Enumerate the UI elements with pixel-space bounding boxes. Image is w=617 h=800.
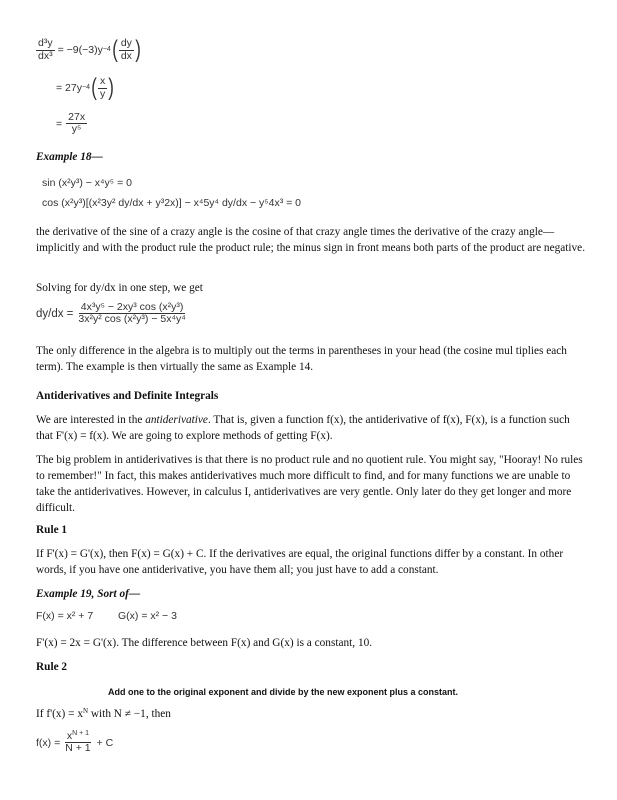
equals-sign: = xyxy=(56,117,63,130)
fraction-denominator: 3x²y² cos (x²y³) − 5x⁴y⁴ xyxy=(78,313,186,326)
deriv-expression: = 27y xyxy=(56,82,82,94)
fraction-numerator: dy xyxy=(120,37,132,50)
example-19-paragraph: F'(x) = 2x = G'(x). The difference between F(x) and G(x) is a constant, 10. xyxy=(36,637,373,649)
example-18-paragraph-2: Solving for dy/dx in one step, we get xyxy=(36,282,203,294)
base: x xyxy=(66,730,73,742)
dy-dx-fraction xyxy=(119,38,134,61)
fraction-numerator: x xyxy=(99,75,106,88)
fraction-denominator: dx³ xyxy=(38,49,53,62)
result-lhs: dy/dx = xyxy=(36,307,74,320)
exponent: N + 1 xyxy=(72,730,89,737)
antiderivatives-paragraph-1 xyxy=(36,412,586,444)
deriv-expression: = −9(−3)y xyxy=(57,44,103,56)
section-heading-antiderivatives: Antiderivatives and Definite Integrals xyxy=(36,390,219,402)
fraction-denominator: N + 1 xyxy=(65,742,91,755)
rule-2-result xyxy=(36,731,113,754)
exponent: N xyxy=(83,707,89,715)
example-18-paragraph-1: the derivative of the sine of a crazy angle is the cosine of that crazy angle times the derivative of the crazy angle— implicitly and with the product rule the product rule; the minus sign in front means both parts of the product are negative. xyxy=(36,226,586,254)
rule-2-condition xyxy=(36,708,171,720)
example-18-title: Example 18— xyxy=(36,151,103,163)
x-y-fraction xyxy=(98,76,107,99)
emphasis-antiderivative: antiderivative xyxy=(145,414,208,426)
example-18-equation-2: cos (x²y³)[(x²3y² dy/dx + y³2x)] − x⁴5y⁴ dy/dx − y⁵4x³ = 0 xyxy=(42,197,302,209)
text-span: with N ≠ −1, then xyxy=(88,708,171,720)
fraction-numerator: 4x³y⁵ − 2xy³ cos (x²y³) xyxy=(80,301,184,313)
rule-1-heading: Rule 1 xyxy=(36,524,68,536)
deriv-line-1: $\frac{\text{d³y}}{\text{dx³}}$ = −9(−3)y −4 ( $\frac{dy}{dx}$ ) xyxy=(38,36,141,63)
example-19-title: Example 19, Sort of— xyxy=(36,588,141,600)
d3y-dx3-fraction xyxy=(36,38,55,61)
rule-2-fraction xyxy=(63,731,92,754)
fraction-numerator: 27x xyxy=(68,111,86,123)
rule-1-paragraph: If F'(x) = G'(x), then F(x) = G(x) + C. If the derivatives are equal, the original functions differ by a constant. In other words, if you have one antiderivative, you have them all; you just have to add a constant. xyxy=(36,548,564,576)
antiderivatives-paragraph-2: The big problem in antiderivatives is that there is no product rule and no quotient rule. You might say, "Hooray! No rules to remember!" In fact, this makes antiderivatives much more difficult to find, and for many functions we are unable to take the antiderivatives. However, in calculus I, antiderivatives are very gentle. Only later do they get longer and more difficult. xyxy=(36,454,583,514)
example-18-equation-1: sin (x²y³) − x⁴y⁵ = 0 xyxy=(42,177,132,189)
example-18-result xyxy=(36,302,188,325)
text-span: . That is, given a function f(x), the antiderivative of f(x), F(x), is a function such that F'(x) = f(x). We are going to explore methods of getting F(x). xyxy=(36,414,570,442)
result-fraction xyxy=(76,302,187,325)
fraction-denominator: dx xyxy=(120,49,132,62)
example-19-f: F(x) = x² + 7 xyxy=(36,610,94,622)
fraction-denominator: y xyxy=(99,87,106,100)
rule-2-note: Add one to the original exponent and divide by the new exponent plus a constant. xyxy=(108,687,459,697)
plus-constant: + C xyxy=(96,736,114,749)
text-span: We are interested in the xyxy=(36,414,146,426)
deriv-line-3 xyxy=(56,112,87,135)
example-19-g: G(x) = x² − 3 xyxy=(118,610,177,622)
fraction-numerator: d³y xyxy=(38,37,53,50)
deriv-line-2: = 27y −4 ( $\frac{x}{y}$ ) xyxy=(56,74,115,101)
27x-y5-fraction xyxy=(66,112,87,135)
example-18-paragraph-3: The only difference in the algebra is to multiply out the terms in parentheses in your head (the cosine mul tiplies each term). The example is then virtually the same as Example 14. xyxy=(36,345,567,373)
result-lhs: f(x) = xyxy=(36,736,61,749)
text-span: If f'(x) = x xyxy=(36,708,83,720)
rule-2-heading: Rule 2 xyxy=(36,661,68,673)
fraction-denominator: y⁵ xyxy=(71,123,82,136)
